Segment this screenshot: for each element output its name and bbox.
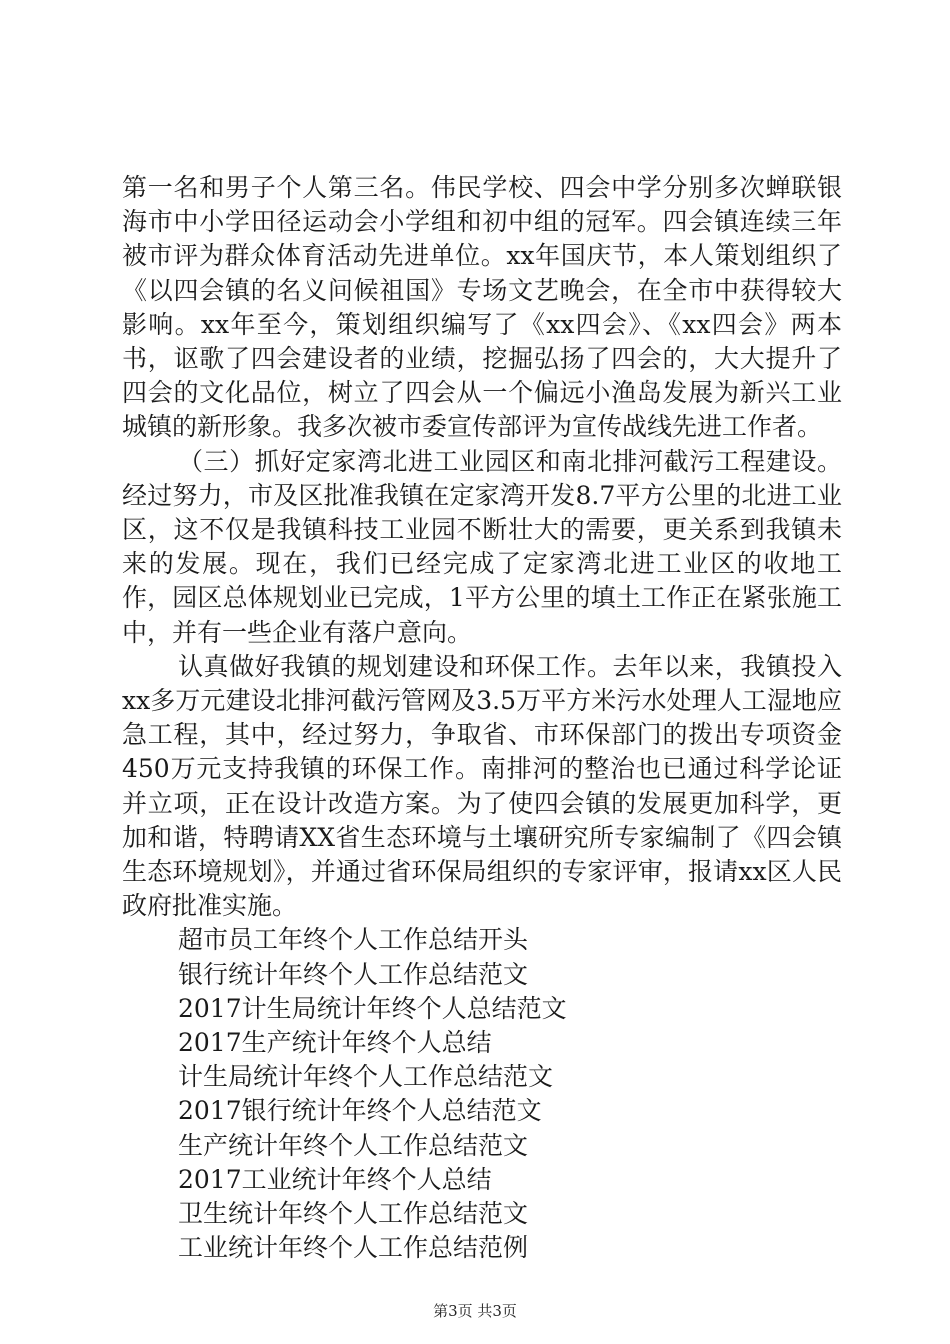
paragraph-environment: 认真做好我镇的规划建设和环保工作。去年以来，我镇投入xx多万元建设北排河截污管网及3.5万平方米污水处理人工湿地应急工程，其中，经过努力，争取省、市环保部门的拨出专项资金450万元支持我镇的环保工作。南排河的整治也已通过科学论证并立项，正在设计改造方案。为了使四会镇的发展更加科学，更加和谐，特聘请XX省生态环境与土壤研究所专家编制了《四会镇生态环境规划》，并通过省环保局组织的专家评审，报请xx区人民政府批准实施。 [122, 651, 842, 921]
page-footer: 第3页 共3页 [433, 1302, 517, 1320]
paragraph-sports-culture: 第一名和男子个人第三名。伟民学校、四会中学分别多次蝉联银海市中小学田径运动会小学组和初中组的冠军。四会镇连续三年被市评为群众体育活动先进单位。xx年国庆节，本人策划组织了《以四会镇的名义问候祖国》专场文艺晚会，在全市中获得较大影响。xx年至今，策划组织编写了《xx四会》、《xx四会》两本书，讴歌了四会建设者的业绩，挖掘弘扬了四会的，大大提升了四会的文化品位，树立了四会从一个偏远小渔岛发展为新兴工业城镇的新形象。我多次被市委宣传部评为宣传战线先进工作者。 [122, 173, 842, 442]
related-link[interactable]: 计生局统计年终个人工作总结范文 [178, 1062, 554, 1092]
related-link[interactable]: 卫生统计年终个人工作总结范文 [178, 1199, 529, 1229]
related-link[interactable]: 银行统计年终个人工作总结范文 [178, 959, 529, 989]
document-body [122, 171, 842, 1266]
related-link[interactable]: 工业统计年终个人工作总结范例 [178, 1233, 529, 1263]
related-link[interactable]: 2017银行统计年终个人总结范文 [178, 1096, 542, 1126]
related-link[interactable]: 超市员工年终个人工作总结开头 [178, 925, 529, 955]
related-links-list [122, 923, 842, 1265]
related-link[interactable]: 2017计生局统计年终个人总结范文 [178, 993, 567, 1023]
paragraph-industrial-park: （三）抓好定家湾北进工业园区和南北排河截污工程建设。经过努力，市及区批准我镇在定家湾开发8.7平方公里的北进工业区，这不仅是我镇科技工业园不断壮大的需要，更关系到我镇未来的发展。现在，我们已经完成了定家湾北进工业区的收地工作，园区总体规划业已完成，1平方公里的填土工作正在紧张施工中，并有一些企业有落户意向。 [122, 446, 842, 647]
related-link[interactable]: 2017工业统计年终个人总结 [178, 1164, 492, 1194]
related-link[interactable]: 2017生产统计年终个人总结 [178, 1028, 492, 1058]
related-link[interactable]: 生产统计年终个人工作总结范文 [178, 1130, 529, 1160]
